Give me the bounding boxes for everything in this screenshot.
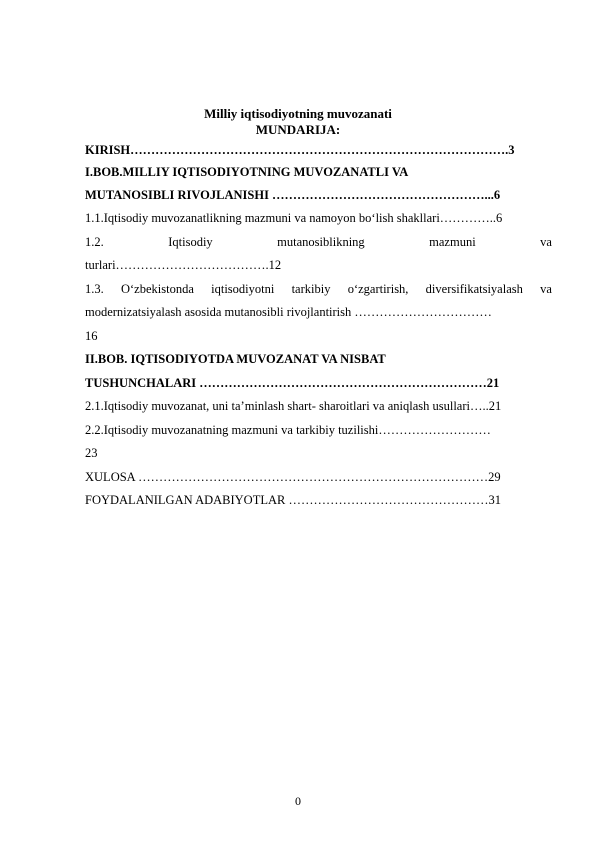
toc-entry-1-1: 1.1.Iqtisodiy muvozanatlikning mazmuni va namoyon bo‘lish shakllari…………..6 xyxy=(85,211,503,225)
toc-entry-1-3-page: 16 xyxy=(85,329,98,343)
toc-chapter-1-title: I.BOB.MILLIY IQTISODIYOTNING MUVOZANATLI VA xyxy=(85,165,409,179)
toc-word: iqtisodiyotni xyxy=(211,282,275,296)
toc-entry-2-1: 2.1.Iqtisodiy muvozanat, uni ta’minlash shart- sharoitlari va aniqlash usullari…..21 xyxy=(85,399,502,413)
toc-entry-adabiyotlar: FOYDALANILGAN ADABIYOTLAR …………………………………………31 xyxy=(85,493,501,507)
toc-word: 1.3. xyxy=(85,282,104,296)
toc-entry-1-3-cont: modernizatsiyalash asosida mutanosibli rivojlantirish …………………………… xyxy=(85,305,492,319)
page-number: 0 xyxy=(295,794,301,808)
toc-word: tarkibiy xyxy=(291,282,331,296)
toc-word: o‘zgartirish, xyxy=(347,282,409,296)
toc-entry-1-3 xyxy=(85,281,552,297)
toc-entry-2-2: 2.2.Iqtisodiy muvozanatning mazmuni va tarkibiy tuzilishi……………………… xyxy=(85,423,491,437)
toc-word: 1.2. xyxy=(85,235,104,249)
toc-entry-xulosa: XULOSA …………………………………………………………………………29 xyxy=(85,470,501,484)
toc-chapter-2-title-cont: TUSHUNCHALARI ……………………………………………………………21 xyxy=(85,376,500,390)
toc-chapter-1-title-cont: MUTANOSIBLI RIVOJLANISHI ……………………………………………...6 xyxy=(85,188,501,202)
toc-entry-2-2-page: 23 xyxy=(85,446,98,460)
toc-entry-kirish: KIRISH……………………………………………………………………………….3 xyxy=(85,143,515,157)
toc-word: va xyxy=(540,235,552,249)
toc-word: O‘zbekistonda xyxy=(120,282,194,296)
toc-word: mutanosiblikning xyxy=(277,235,365,249)
toc-chapter-2-title: II.BOB. IQTISODIYOTDA MUVOZANAT VA NISBAT xyxy=(85,352,386,366)
toc-entry-1-2 xyxy=(85,234,552,250)
toc-word: va xyxy=(540,282,552,296)
contents-heading: MUNDARIJA: xyxy=(255,122,341,137)
toc-entry-1-2-cont: turlari……………………………….12 xyxy=(85,258,282,272)
toc-word: Iqtisodiy xyxy=(168,235,213,249)
toc-word: mazmuni xyxy=(429,235,476,249)
toc-word: diversifikatsiyalash xyxy=(425,282,523,296)
document-title: Milliy iqtisodiyotning muvozanati xyxy=(204,106,392,121)
